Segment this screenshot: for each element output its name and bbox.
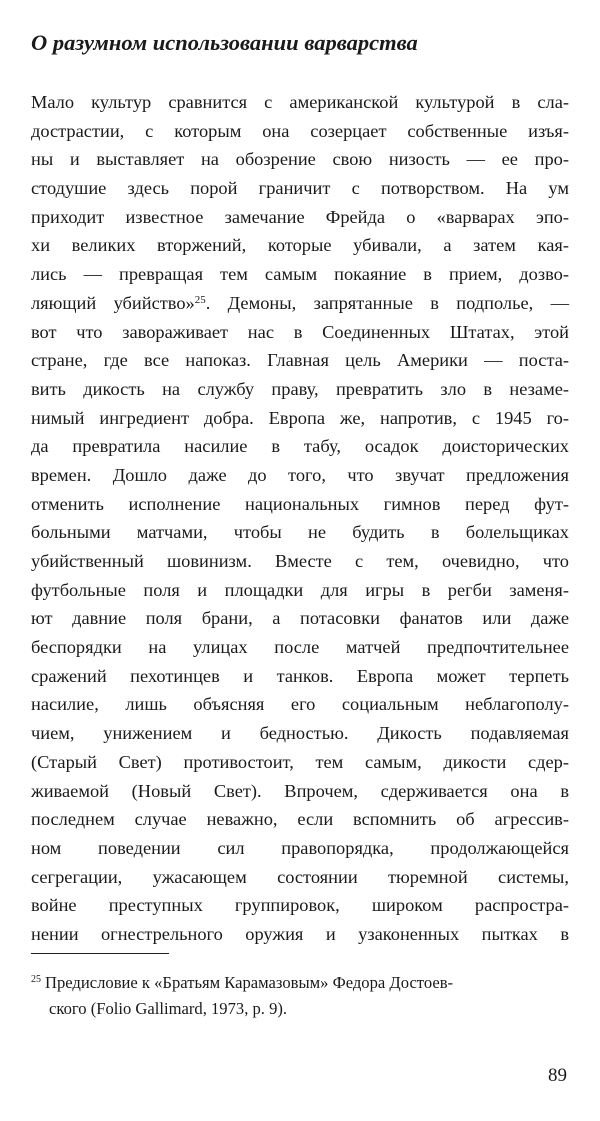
text-line: отменить исполнение национальных гимнов перед фут-: [31, 493, 569, 514]
line-head: ляющий убийство»: [31, 292, 195, 313]
text-line: футбольные поля и площадки для игры в регби заменя-: [31, 579, 569, 600]
text-line: чием, унижением и бедностью. Дикость подавляемая: [31, 723, 569, 744]
text-line: да превратила насилие в табу, осадок доисторических: [31, 436, 569, 457]
text-line: вить дикость на службу праву, превратить зло в незаме-: [31, 378, 569, 399]
footnote-text: Предисловие к «Братьям Карамазовым» Федора Достоев-: [45, 973, 454, 992]
footnote-line: ского (Folio Gallimard, 1973, p. 9).: [49, 999, 288, 1018]
text-line: дострастии, с которым она созерцает собственные изъя-: [31, 120, 569, 141]
text-line: вот что завораживает нас в Соединенных Штатах, этой: [31, 321, 569, 342]
text-line: сражений пехотинцев и танков. Европа может терпеть: [31, 665, 569, 686]
footnote-number: 25: [31, 974, 41, 985]
footnote: [31, 970, 569, 1022]
text-line: живаемой (Новый Свет). Впрочем, сдерживается она в: [31, 780, 569, 801]
text-line: стодушие здесь порой граничит с потворством. На ум: [31, 178, 569, 199]
text-line: времен. Дошло даже до того, что звучат предложения: [31, 464, 569, 485]
text-line: последнем случае неважно, если вспомнить об агрессив-: [31, 809, 569, 830]
text-line: ном поведении сил правопорядка, продолжающейся: [31, 837, 569, 858]
text-line-with-footnote-ref: [31, 289, 569, 318]
text-line: лись — превращая тем самым покаяние в прием, дозво-: [31, 264, 569, 285]
text-line: приходит известное замечание Фрейда о «варварах эпо-: [31, 206, 569, 227]
text-line: ны и выставляет на обозрение свою низость — ее про-: [31, 149, 569, 170]
page-number: 89: [548, 1065, 567, 1086]
footnote-line: [31, 970, 569, 996]
text-line: нении огнестрельного оружия и узаконенных пытках в: [31, 923, 569, 944]
text-line: насилие, лишь объясняя его социальным неблагополу-: [31, 694, 569, 715]
text-line: сегрегации, ужасающем состоянии тюремной системы,: [31, 866, 569, 887]
page-content: [31, 28, 569, 949]
text-line: нимый ингредиент добра. Европа же, напротив, с 1945 го-: [31, 407, 569, 428]
text-line: беспорядки на улицах после матчей предпочтительнее: [31, 637, 569, 658]
text-line: ют давние поля брани, а потасовки фанатов или даже: [31, 608, 569, 629]
line-tail: . Демоны, запрятанные в подполье, —: [205, 292, 569, 313]
text-line: больными матчами, чтобы не будить в болельщиках: [31, 522, 569, 543]
section-heading: О разумном использовании варварства: [31, 30, 418, 55]
footnote-reference[interactable]: 25: [194, 293, 206, 306]
footnote-divider: [31, 953, 169, 954]
main-paragraph: [31, 88, 569, 949]
text-line: Мало культур сравнится с американской культурой в сла-: [31, 92, 569, 112]
text-line: хи великих вторжений, которые убивали, а затем кая-: [31, 235, 569, 256]
text-line: войне преступных группировок, широком распростра-: [31, 895, 569, 916]
text-line: убийственный шовинизм. Вместе с тем, очевидно, что: [31, 551, 569, 571]
text-line: (Старый Свет) противостоит, тем самым, дикости сдер-: [31, 751, 569, 772]
text-line: стране, где все напоказ. Главная цель Америки — поста-: [31, 350, 569, 371]
